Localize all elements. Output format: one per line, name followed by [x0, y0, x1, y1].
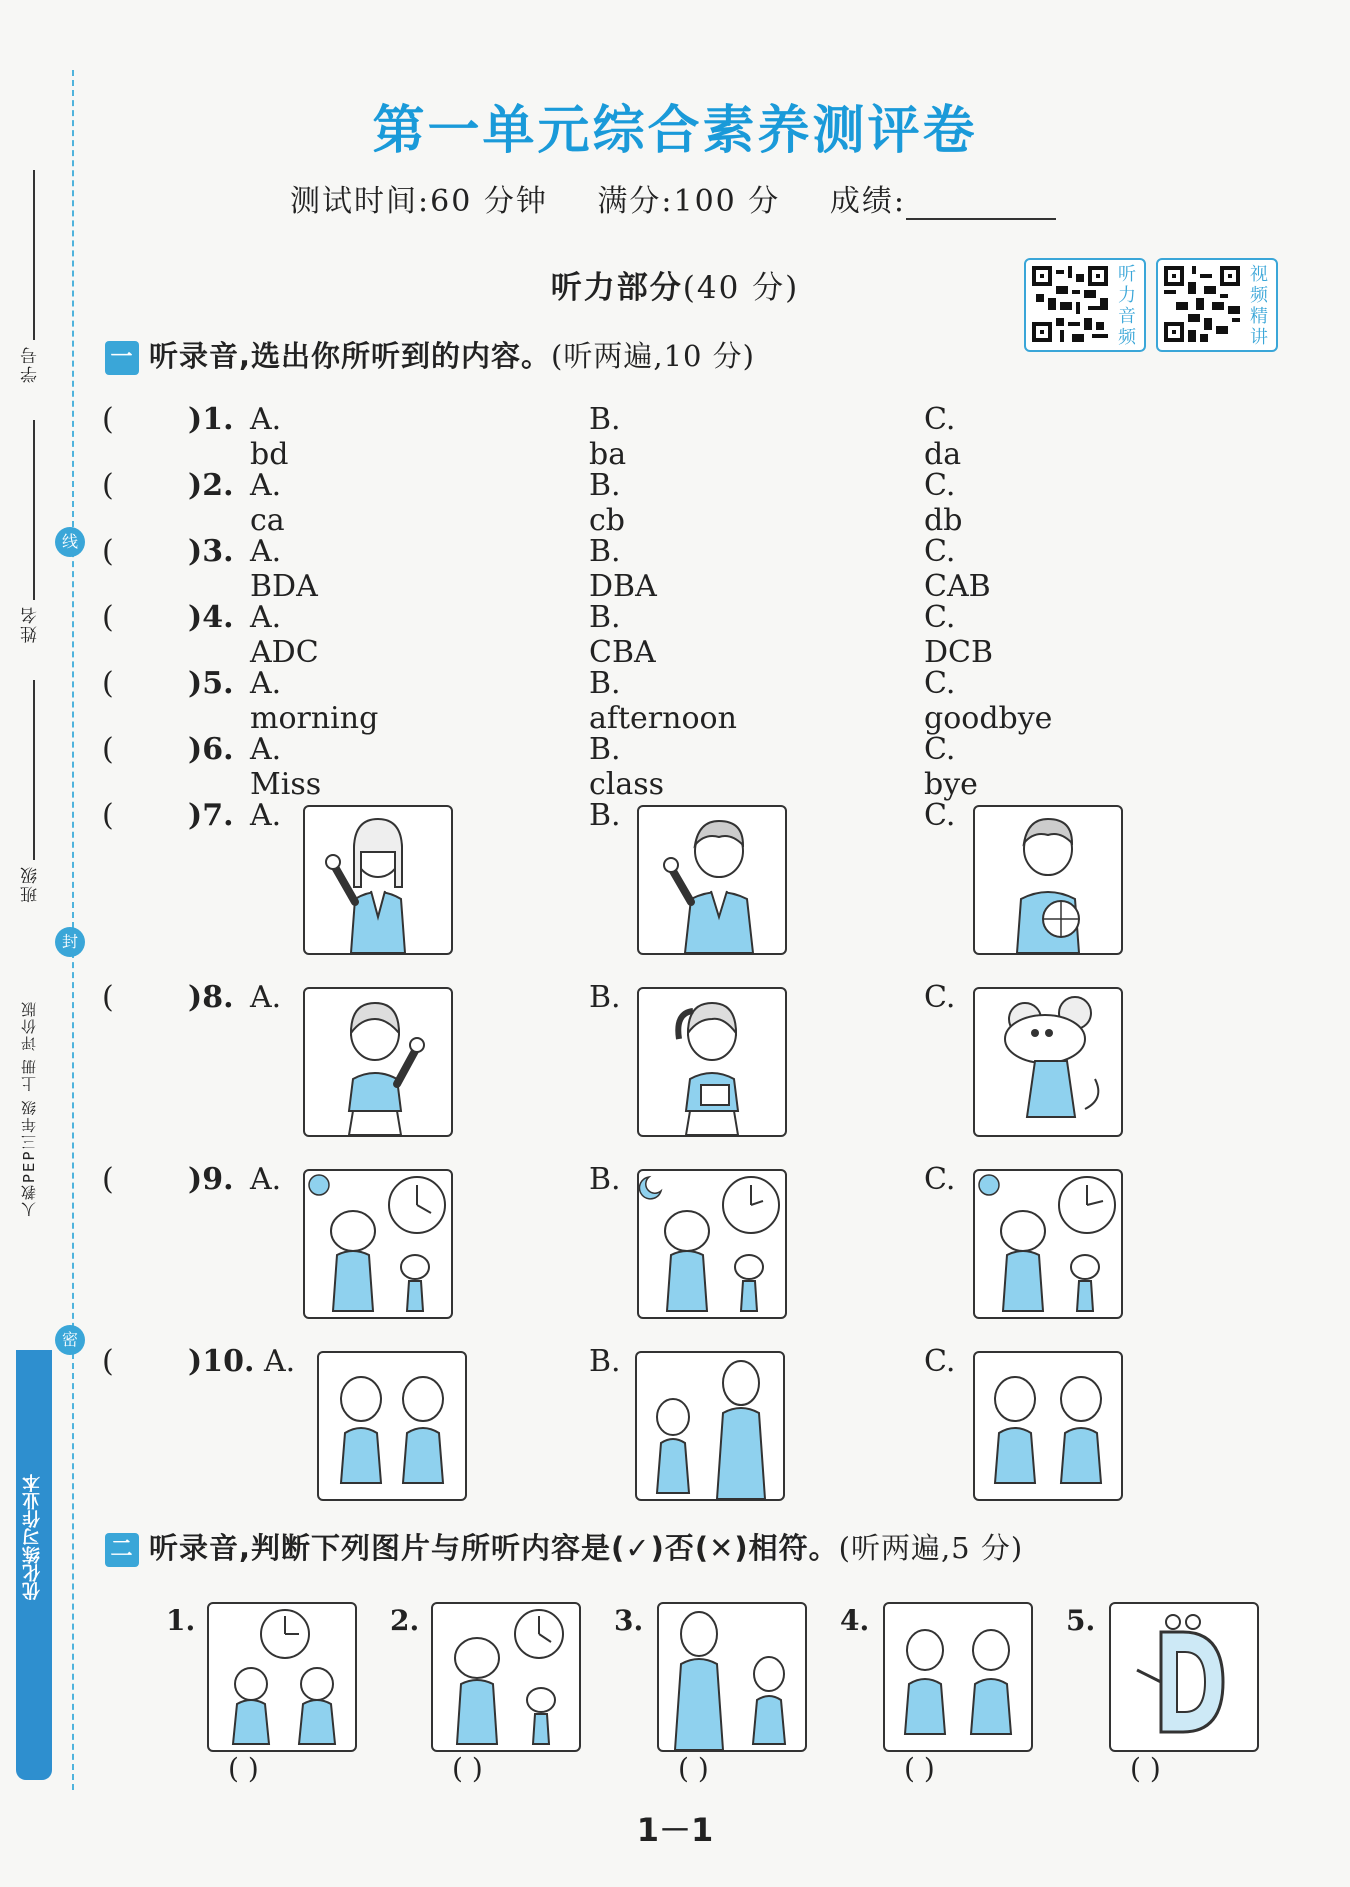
section-2-title: 听录音,判断下列图片与所听内容是(✓)否(✕)相符。: [149, 1531, 839, 1565]
girl-ponytail-illustration: [639, 989, 785, 1135]
kids-clock-illustration: [209, 1604, 355, 1750]
mouse-illustration: [975, 989, 1121, 1135]
question-number: )7.: [188, 798, 234, 833]
answer-paren[interactable]: (: [102, 666, 114, 701]
judge-number: 3.: [614, 1604, 644, 1637]
score-blank[interactable]: [906, 192, 1056, 220]
margin-label-class: 班级: [21, 865, 41, 903]
judge-answer[interactable]: ( ): [1130, 1752, 1161, 1785]
judge-picture-kids-clock: [207, 1602, 357, 1752]
girl-illustration: [305, 807, 451, 953]
judge-answer[interactable]: ( ): [904, 1752, 935, 1785]
listening-title: [0, 262, 1350, 307]
judge-number: 4.: [840, 1604, 870, 1637]
option-a: A. Miss: [250, 732, 322, 802]
picture-girl-waving-short-hair: [303, 987, 453, 1137]
option-c: C. db: [924, 468, 963, 538]
judge-picture-cat-mouse-clock: [431, 1602, 581, 1752]
boy-illustration: [639, 807, 785, 953]
judge-answer[interactable]: ( ): [228, 1752, 259, 1785]
picture-girl-ponytail-book: [637, 987, 787, 1137]
question-number: )10.: [188, 1344, 255, 1379]
judge-picture-teacher-girl: [657, 1602, 807, 1752]
option-c: C. bye: [924, 732, 978, 802]
judge-answer[interactable]: ( ): [452, 1752, 483, 1785]
test-time: 测试时间:60 分钟: [290, 184, 548, 219]
student-id-line: [33, 170, 35, 340]
option-b: B. ba: [589, 402, 627, 472]
option-a: A.: [250, 980, 282, 1015]
teacher-girl-illustration: [659, 1604, 805, 1750]
answer-paren[interactable]: (: [102, 402, 114, 437]
question-number: )8.: [188, 980, 234, 1015]
judge-number: 5.: [1066, 1604, 1096, 1637]
brand-text: 优化练习作业本: [22, 1474, 43, 1600]
qr-code-icon: [1032, 266, 1108, 342]
section-1-note: (听两遍,10 分): [551, 339, 755, 373]
question-number: )6.: [188, 732, 234, 767]
qr-code-icon: [1164, 266, 1240, 342]
judge-number: 1.: [166, 1604, 196, 1637]
picture-cat-mouse-morning-clock: [303, 1169, 453, 1319]
qr-audio[interactable]: [1024, 258, 1146, 352]
option-b: B.: [589, 1162, 621, 1197]
qr-video-label: 视频精讲: [1250, 264, 1268, 348]
margin-dot-seal: 封: [55, 927, 85, 957]
option-b: B.: [589, 980, 621, 1015]
morning-scene-illustration: [305, 1171, 451, 1317]
option-c: C. DCB: [924, 600, 994, 670]
judge-number: 2.: [390, 1604, 420, 1637]
margin-label-edition: 人教PEP三年级 上册 评价版: [20, 1000, 38, 1218]
test-meta: [290, 176, 1094, 220]
teacher-girl-illustration: [637, 1353, 783, 1499]
listening-points: (40 分): [682, 270, 800, 306]
section-1-heading: [105, 334, 755, 375]
answer-paren[interactable]: (: [102, 534, 114, 569]
option-b: B.: [589, 798, 621, 833]
full-score: 满分:100 分: [597, 184, 781, 219]
question-number: )9.: [188, 1162, 234, 1197]
option-c: C.: [924, 798, 956, 833]
boy-girl-illustration: [885, 1604, 1031, 1750]
boy-girl-illustration: [975, 1353, 1121, 1499]
margin-label-name: 姓名: [21, 605, 41, 643]
section-1-badge: 一: [105, 341, 139, 375]
answer-paren[interactable]: (: [102, 1162, 114, 1197]
qr-audio-label: 听力音频: [1118, 264, 1136, 348]
option-a: A. ca: [250, 468, 285, 538]
night-scene-illustration: [639, 1171, 785, 1317]
option-a: A. morning: [250, 666, 379, 736]
option-b: B. afternoon: [589, 666, 737, 736]
option-a: A.: [264, 1344, 296, 1379]
picture-mouse-character: [973, 987, 1123, 1137]
girl-illustration: [305, 989, 451, 1135]
option-b: B. class: [589, 732, 665, 802]
picture-cat-mouse-night-clock: [637, 1169, 787, 1319]
judge-picture-boy-girl: [883, 1602, 1033, 1752]
answer-paren[interactable]: (: [102, 798, 114, 833]
question-number: )4.: [188, 600, 234, 635]
option-c: C. da: [924, 402, 962, 472]
option-b: B. CBA: [589, 600, 656, 670]
question-number: )5.: [188, 666, 234, 701]
afternoon-scene-illustration: [975, 1171, 1121, 1317]
boy-ball-illustration: [975, 807, 1121, 953]
option-a: A. BDA: [250, 534, 318, 604]
question-number: )3.: [188, 534, 234, 569]
two-girls-illustration: [319, 1353, 465, 1499]
option-a: A. bd: [250, 402, 289, 472]
answer-paren[interactable]: (: [102, 732, 114, 767]
option-c: C. goodbye: [924, 666, 1053, 736]
answer-paren[interactable]: (: [102, 600, 114, 635]
option-b: B. cb: [589, 468, 626, 538]
judge-picture-letter-d: [1109, 1602, 1259, 1752]
section-2-heading: [105, 1526, 1023, 1567]
judge-answer[interactable]: ( ): [678, 1752, 709, 1785]
score-label: 成绩:: [829, 184, 906, 219]
margin-label-id: 学号: [21, 345, 41, 383]
picture-boy-waving: [637, 805, 787, 955]
class-line: [33, 680, 35, 860]
question-number: )1.: [188, 402, 234, 437]
picture-teacher-and-girl: [635, 1351, 785, 1501]
picture-two-girls: [317, 1351, 467, 1501]
option-b: B.: [589, 1344, 621, 1379]
answer-paren[interactable]: (: [102, 980, 114, 1015]
option-a: A.: [250, 1162, 282, 1197]
option-c: C.: [924, 1344, 956, 1379]
page-number: 1－1: [636, 1811, 714, 1849]
margin-dot-line: 线: [55, 527, 85, 557]
section-2-badge: 二: [105, 1533, 139, 1567]
name-line: [33, 420, 35, 600]
picture-boy-with-ball: [973, 805, 1123, 955]
question-number: )2.: [188, 468, 234, 503]
picture-girl-waving: [303, 805, 453, 955]
option-a: A. ADC: [250, 600, 319, 670]
margin-dot-secret: 密: [55, 1325, 85, 1355]
section-2-note: (听两遍,5 分): [838, 1531, 1024, 1565]
option-c: C.: [924, 980, 956, 1015]
section-1-title: 听录音,选出你所听到的内容。: [149, 339, 552, 373]
picture-boy-and-girl: [973, 1351, 1123, 1501]
option-b: B. DBA: [589, 534, 657, 604]
page-title: 第一单元综合素养测评卷: [372, 101, 978, 161]
listening-label: 听力部分: [550, 270, 683, 306]
option-c: C.: [924, 1162, 956, 1197]
picture-cat-mouse-afternoon-clock: [973, 1169, 1123, 1319]
option-a: A.: [250, 798, 282, 833]
answer-paren[interactable]: (: [102, 468, 114, 503]
cat-mouse-clock-illustration: [433, 1604, 579, 1750]
letter-d-character-icon: [1111, 1604, 1257, 1750]
answer-paren[interactable]: (: [102, 1344, 114, 1379]
qr-video[interactable]: [1156, 258, 1278, 352]
option-c: C. CAB: [924, 534, 991, 604]
